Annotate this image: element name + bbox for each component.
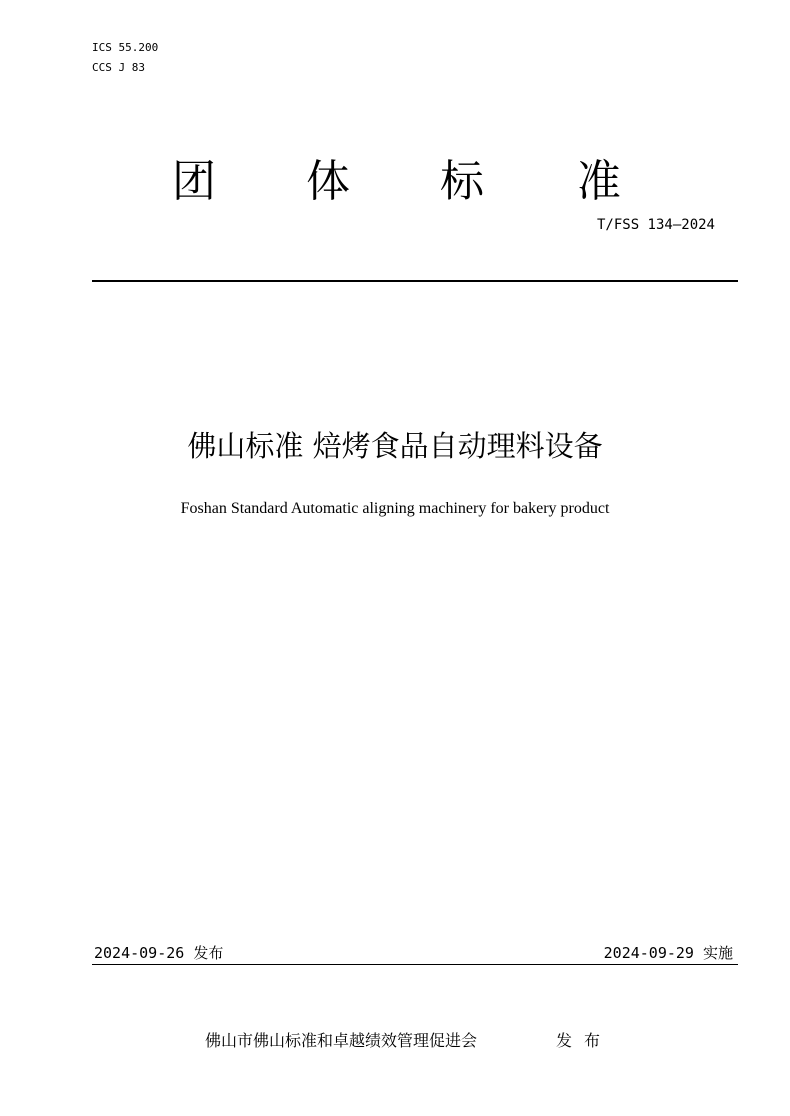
title-char-2: 体 bbox=[306, 156, 350, 207]
issuer-action: 发布 bbox=[556, 1031, 613, 1050]
ics-code: ICS 55.200 bbox=[92, 41, 159, 54]
ccs-code: CCS J 83 bbox=[92, 61, 145, 74]
top-divider bbox=[92, 280, 738, 282]
bottom-divider bbox=[92, 964, 738, 965]
title-char-1: 团 bbox=[172, 156, 216, 207]
implement-date: 2024-09-29 实施 bbox=[603, 944, 733, 962]
document-title-en: Foshan Standard Automatic aligning machinery for bakery product bbox=[180, 500, 610, 517]
title-char-4: 准 bbox=[577, 156, 621, 207]
issuer-name: 佛山市佛山标准和卓越绩效管理促进会 bbox=[205, 1031, 478, 1050]
publish-date: 2024-09-26 发布 bbox=[94, 944, 224, 962]
title-char-3: 标 bbox=[440, 156, 484, 207]
document-title-cn: 佛山标准 焙烤食品自动理料设备 bbox=[187, 429, 603, 463]
standard-code: T/FSS 134—2024 bbox=[596, 217, 715, 233]
